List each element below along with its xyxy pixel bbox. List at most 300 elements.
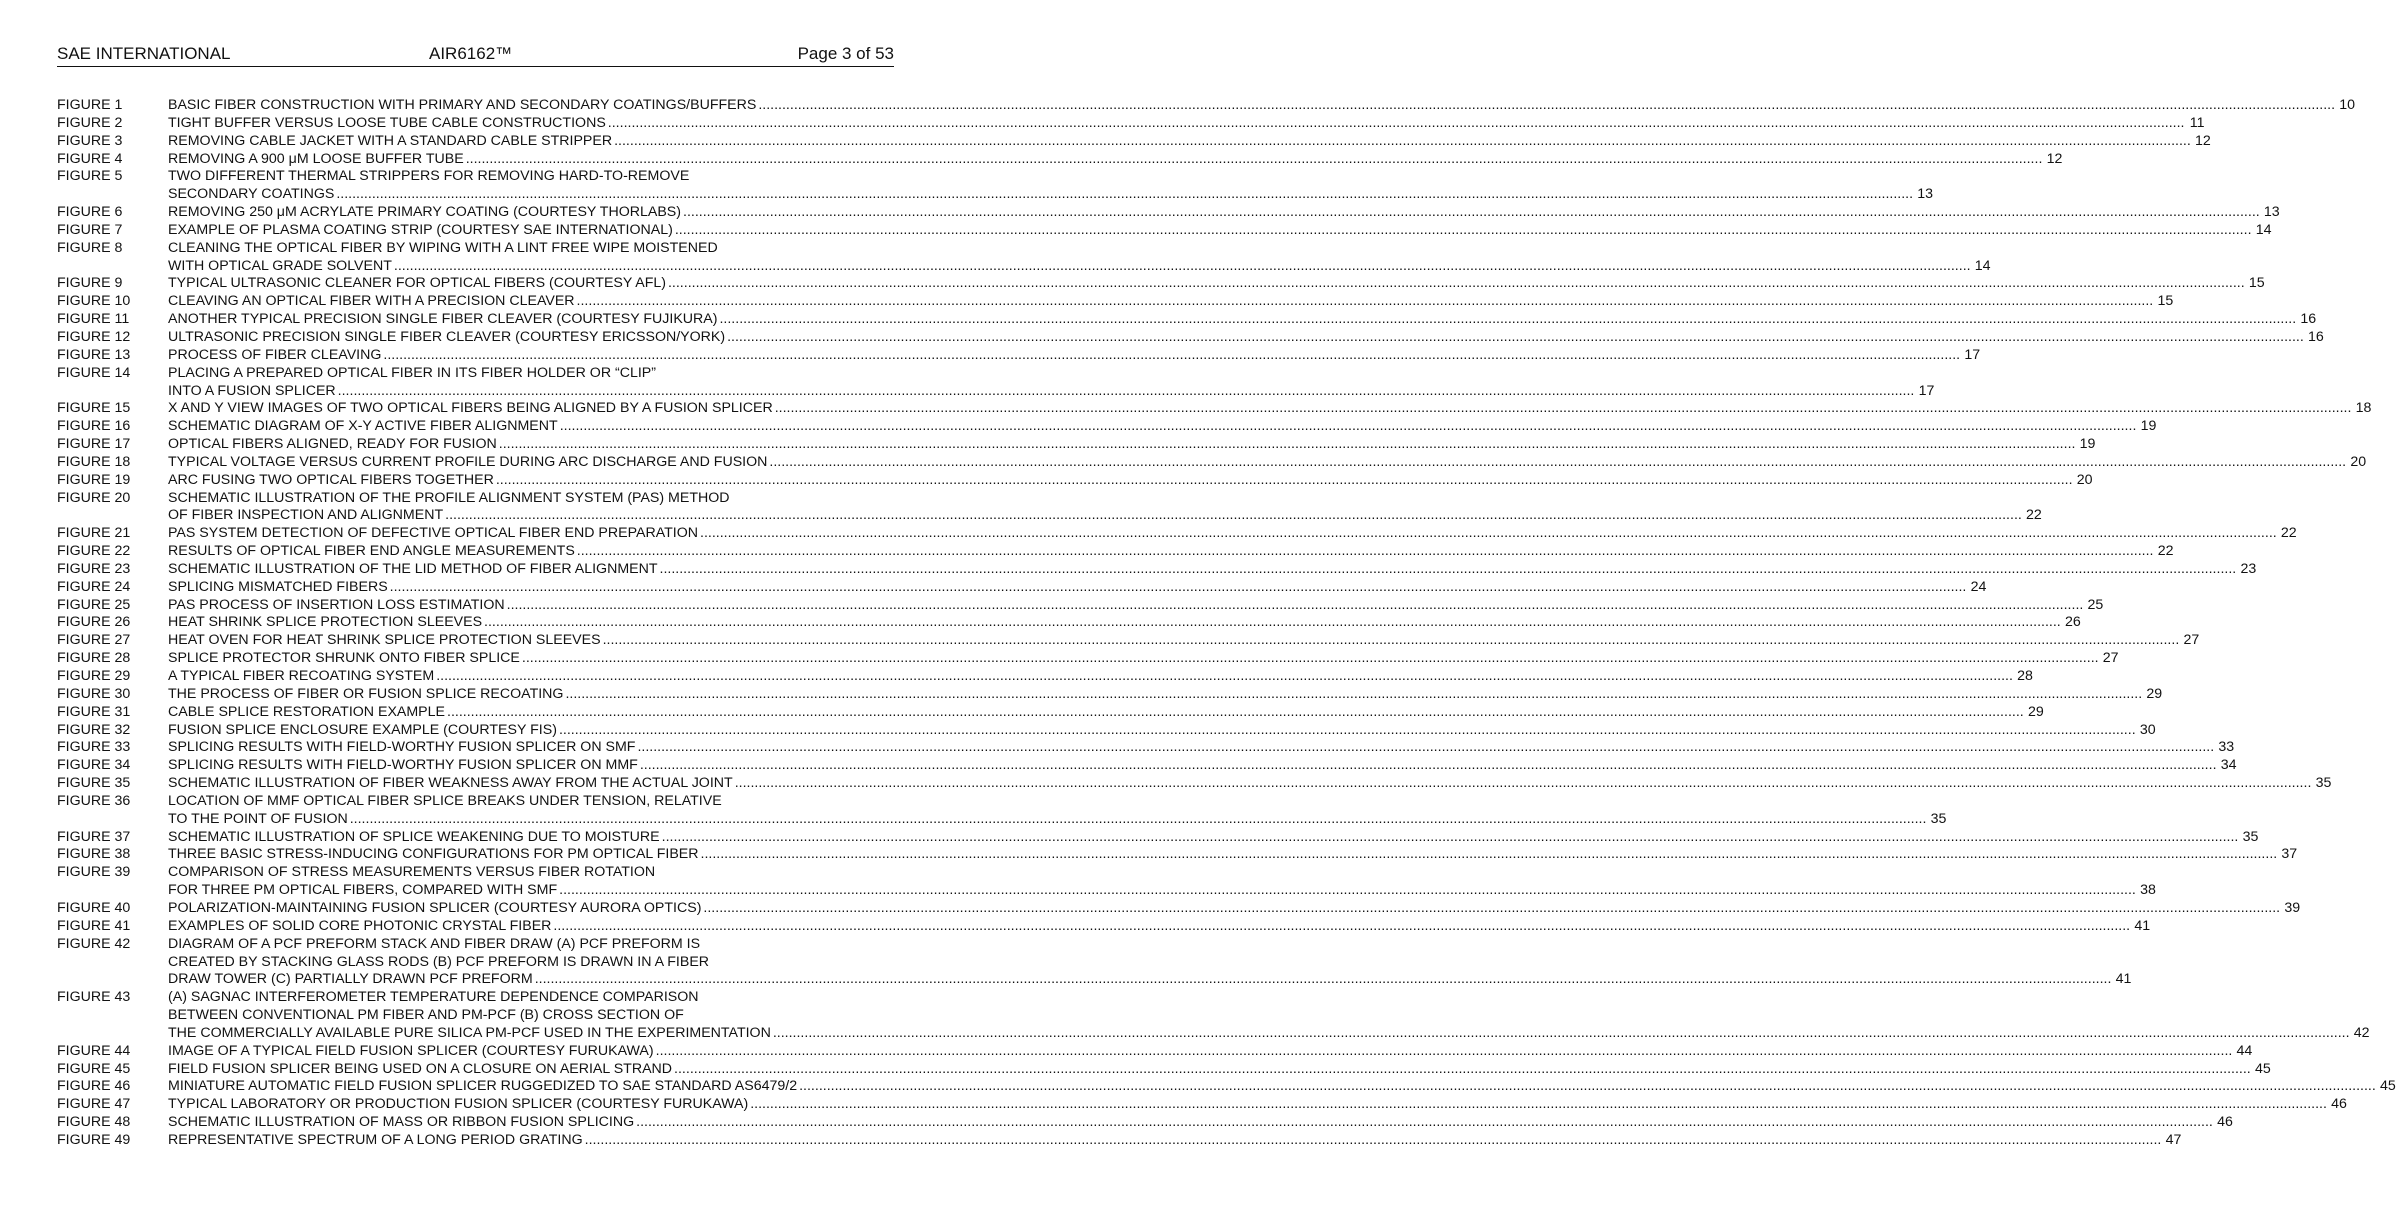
dot-leader: ................................................................................................................................................................................................................................................................................................................................................................................................................	[465, 150, 2043, 167]
dot-leader: ................................................................................................................................................................................................................................................................................................................................................................................................................	[769, 453, 2347, 470]
figure-title-line: CREATED BY STACKING GLASS RODS (B) PCF PREFORM IS DRAWN IN A FIBER	[168, 953, 710, 970]
figure-page-number: 10	[2339, 97, 2356, 113]
figure-label: FIGURE 48	[57, 1114, 131, 1131]
figure-label: FIGURE 25	[57, 596, 131, 613]
dot-leader: ................................................................................................................................................................................................................................................................................................................................................................................................................	[336, 186, 1914, 203]
dot-leader: ................................................................................................................................................................................................................................................................................................................................................................................................................	[521, 650, 2099, 667]
figure-page-number: 22	[2026, 507, 2042, 524]
figure-title-last-line	[168, 311, 2317, 329]
figure-entry[interactable]	[57, 239, 1991, 276]
dot-leader: ................................................................................................................................................................................................................................................................................................................................................................................................................	[607, 114, 2185, 131]
figure-entry[interactable]	[57, 685, 2163, 704]
figure-label: FIGURE 21	[57, 525, 131, 542]
figure-caption	[168, 757, 2237, 775]
figure-label: FIGURE 12	[57, 328, 131, 345]
figure-title-last-line	[168, 739, 2235, 757]
document-id: AIR6162™	[429, 44, 513, 63]
figure-title-line: ULTRASONIC PRECISION SINGLE FIBER CLEAVER (COURTESY ERICSSON/YORK)	[168, 328, 726, 345]
figure-title-line: PROCESS OF FIBER CLEAVING	[168, 346, 382, 363]
figure-label: FIGURE 26	[57, 614, 131, 631]
figure-page-number: 12	[2046, 150, 2063, 167]
figure-title-line: SCHEMATIC ILLUSTRATION OF THE PROFILE ALIGNMENT SYSTEM (PAS) METHOD	[168, 489, 730, 506]
figure-title-last-line	[168, 846, 2298, 864]
figure-page-number: 25	[2087, 596, 2104, 613]
figure-page-number: 24	[1970, 578, 1987, 595]
figure-entry[interactable]	[57, 150, 2063, 169]
figure-title-last-line	[168, 1096, 2347, 1114]
figure-entry[interactable]	[57, 418, 2157, 436]
figure-label: FIGURE 4	[57, 150, 123, 167]
figure-title-last-line	[168, 114, 2205, 133]
figure-page-number: 17	[1964, 346, 1981, 363]
figure-entry[interactable]	[57, 560, 2257, 579]
figure-caption	[168, 989, 2370, 1043]
figure-entry[interactable]	[57, 471, 2093, 490]
figure-title-last-line	[168, 150, 2063, 169]
figure-caption	[168, 132, 2211, 151]
figure-title-last-line	[168, 721, 2156, 740]
figure-entry[interactable]	[57, 293, 2174, 311]
figure-title-last-line	[168, 685, 2163, 704]
figure-entry[interactable]	[57, 114, 2205, 133]
figure-page-number: 20	[2350, 453, 2367, 470]
figure-title-line: RESULTS OF OPTICAL FIBER END ANGLE MEASUREMENTS	[168, 543, 575, 560]
dot-leader: ................................................................................................................................................................................................................................................................................................................................................................................................................	[495, 471, 2073, 488]
figure-title-line: PLACING A PREPARED OPTICAL FIBER IN ITS FIBER HOLDER OR “CLIP”	[168, 364, 656, 381]
figure-label: FIGURE 44	[57, 1042, 131, 1059]
figure-title-last-line	[168, 1114, 2233, 1132]
figure-title-last-line	[168, 204, 2280, 222]
figure-title-last-line	[168, 917, 2151, 936]
figure-label: FIGURE 2	[57, 114, 123, 131]
figure-caption	[168, 489, 2042, 526]
figure-label: FIGURE 14	[57, 364, 131, 381]
figure-caption	[168, 685, 2163, 704]
figure-entry[interactable]	[57, 132, 2211, 151]
figure-caption	[168, 792, 1947, 829]
figure-title-line: EXAMPLES OF SOLID CORE PHOTONIC CRYSTAL FIBER	[168, 917, 552, 934]
figure-label: FIGURE 20	[57, 489, 131, 506]
figure-page-number: 27	[2102, 650, 2119, 667]
figure-label: FIGURE 18	[57, 453, 131, 470]
figure-page-number: 26	[2064, 614, 2081, 631]
figure-entry[interactable]	[57, 668, 2033, 686]
figure-entry[interactable]	[57, 525, 2297, 543]
figure-title-last-line	[168, 971, 2132, 989]
figure-page-number: 39	[2284, 899, 2301, 916]
figure-label: FIGURE 39	[57, 864, 131, 881]
figure-title-line: FOR THREE PM OPTICAL FIBERS, COMPARED WITH SMF	[168, 882, 558, 899]
page-number: Page 3 of 53	[797, 44, 894, 63]
figure-title-last-line	[168, 596, 2104, 615]
figure-entry[interactable]	[57, 864, 2156, 900]
figure-title-last-line	[168, 436, 2096, 454]
dot-leader: ................................................................................................................................................................................................................................................................................................................................................................................................................	[389, 578, 1967, 595]
figure-title-line: DIAGRAM OF A PCF PREFORM STACK AND FIBER DRAW (A) PCF PREFORM IS	[168, 935, 701, 952]
figure-label: FIGURE 23	[57, 560, 131, 577]
dot-leader: ................................................................................................................................................................................................................................................................................................................................................................................................................	[700, 525, 2277, 542]
figure-page-number: 27	[2183, 632, 2200, 649]
figure-entry[interactable]	[57, 364, 1935, 401]
figure-caption	[168, 846, 2298, 864]
dot-leader: ................................................................................................................................................................................................................................................................................................................................................................................................................	[734, 775, 2312, 792]
figure-title-line: THE PROCESS OF FIBER OR FUSION SPLICE RECOATING	[168, 685, 564, 702]
figure-entry[interactable]	[57, 828, 2259, 847]
figure-caption	[168, 346, 1981, 365]
figure-page-number: 41	[2115, 971, 2132, 988]
figure-caption	[168, 221, 2272, 240]
figure-entry[interactable]	[57, 400, 2372, 418]
dot-leader: ................................................................................................................................................................................................................................................................................................................................................................................................................	[559, 418, 2137, 435]
figure-label: FIGURE 43	[57, 989, 131, 1006]
figure-title-line: A TYPICAL FIBER RECOATING SYSTEM	[168, 668, 435, 684]
figure-caption	[168, 864, 2156, 900]
figure-label: FIGURE 41	[57, 917, 131, 934]
figure-label: FIGURE 32	[57, 721, 131, 738]
figure-page-number: 15	[2248, 275, 2265, 292]
dot-leader: ................................................................................................................................................................................................................................................................................................................................................................................................................	[700, 846, 2278, 863]
figure-label: FIGURE 7	[57, 221, 123, 238]
figure-label: FIGURE 30	[57, 685, 131, 702]
figure-label: FIGURE 33	[57, 739, 131, 756]
figure-title-line: THREE BASIC STRESS-INDUCING CONFIGURATIONS FOR PM OPTICAL FIBER	[168, 846, 699, 863]
figure-caption	[168, 436, 2096, 454]
dot-leader: ................................................................................................................................................................................................................................................................................................................................................................................................................	[703, 899, 2281, 916]
figure-page-number: 19	[2079, 436, 2096, 453]
figure-entry[interactable]	[57, 453, 2367, 472]
figure-title-last-line	[168, 1060, 2271, 1079]
figure-title-last-line	[168, 828, 2259, 847]
figure-entry[interactable]	[57, 436, 2096, 454]
figure-caption	[168, 1114, 2233, 1132]
dot-leader: ................................................................................................................................................................................................................................................................................................................................................................................................................	[576, 293, 2154, 310]
figure-label: FIGURE 46	[57, 1078, 131, 1095]
figure-entry[interactable]	[57, 739, 2235, 757]
figure-caption	[168, 97, 2356, 115]
figure-entry[interactable]	[57, 703, 2044, 722]
dot-leader: ................................................................................................................................................................................................................................................................................................................................................................................................................	[659, 560, 2237, 577]
figure-caption	[168, 775, 2332, 793]
dot-leader: ................................................................................................................................................................................................................................................................................................................................................................................................................	[758, 97, 2336, 113]
figure-caption	[168, 650, 2119, 668]
figure-title-line: SCHEMATIC ILLUSTRATION OF THE LID METHOD OF FIBER ALIGNMENT	[168, 560, 658, 577]
figure-entry[interactable]	[57, 1114, 2233, 1132]
figure-caption	[168, 560, 2257, 579]
dot-leader: ................................................................................................................................................................................................................................................................................................................................................................................................................	[661, 828, 2239, 845]
dot-leader: ................................................................................................................................................................................................................................................................................................................................................................................................................	[602, 632, 2180, 649]
figure-title-last-line	[168, 899, 2301, 918]
figure-page-number: 46	[2331, 1096, 2347, 1113]
figure-caption	[168, 828, 2259, 847]
dot-leader: ................................................................................................................................................................................................................................................................................................................................................................................................................	[498, 436, 2076, 453]
figure-title-last-line	[168, 525, 2297, 543]
figure-label: FIGURE 6	[57, 204, 123, 221]
figure-page-number: 15	[2157, 293, 2174, 310]
figure-page-number: 37	[2281, 846, 2298, 863]
figure-caption	[168, 721, 2156, 740]
figure-title-line: MINIATURE AUTOMATIC FIELD FUSION SPLICER RUGGEDIZED TO SAE STANDARD AS6479/2	[168, 1078, 798, 1095]
figure-title-line: OF FIBER INSPECTION AND ALIGNMENT	[168, 507, 444, 524]
figure-caption	[168, 400, 2372, 418]
figure-title-line: SPLICING RESULTS WITH FIELD-WORTHY FUSION SPLICER ON SMF	[168, 739, 636, 756]
dot-leader: ................................................................................................................................................................................................................................................................................................................................................................................................................	[727, 328, 2304, 345]
figure-caption	[168, 739, 2235, 757]
figure-entry[interactable]	[57, 489, 2042, 526]
figure-page-number: 17	[1918, 382, 1935, 399]
figure-title-line: (A) SAGNAC INTERFEROMETER TEMPERATURE DEPENDENCE COMPARISON	[168, 989, 699, 1006]
figure-entry[interactable]	[57, 1060, 2271, 1079]
dot-leader: ................................................................................................................................................................................................................................................................................................................................................................................................................	[584, 1131, 2162, 1148]
figure-entry[interactable]	[57, 935, 2132, 990]
figure-title-last-line	[168, 757, 2237, 775]
figure-title-line: SPLICE PROTECTOR SHRUNK ONTO FIBER SPLICE	[168, 650, 520, 667]
figure-title-line: SECONDARY COATINGS	[168, 186, 335, 203]
figure-caption	[168, 899, 2301, 918]
figure-caption	[168, 917, 2151, 936]
figure-page-number: 28	[2017, 668, 2033, 684]
figure-label: FIGURE 27	[57, 632, 131, 649]
figure-page-number: 13	[2263, 204, 2280, 221]
figure-title-last-line	[168, 186, 1934, 204]
figure-page-number: 29	[2027, 703, 2044, 720]
figure-title-line: PAS PROCESS OF INSERTION LOSS ESTIMATION	[168, 596, 505, 613]
dot-leader: ................................................................................................................................................................................................................................................................................................................................................................................................................	[534, 971, 2112, 988]
figure-entry[interactable]	[57, 543, 2174, 561]
figure-title-line: BETWEEN CONVENTIONAL PM FIBER AND PM-PCF (B) CROSS SECTION OF	[168, 1007, 684, 1024]
figure-caption	[168, 1131, 2182, 1150]
figure-title-line: BASIC FIBER CONSTRUCTION WITH PRIMARY AND SECONDARY COATINGS/BUFFERS	[168, 97, 757, 113]
figure-entry[interactable]	[57, 1096, 2347, 1114]
figure-page-number: 35	[2315, 775, 2332, 792]
figure-title-line: THE COMMERCIALLY AVAILABLE PURE SILICA PM-PCF USED IN THE EXPERIMENTATION	[168, 1024, 771, 1041]
figure-entry[interactable]	[57, 1078, 2396, 1096]
figure-label: FIGURE 3	[57, 132, 123, 149]
figure-caption	[168, 703, 2044, 722]
figure-label: FIGURE 49	[57, 1131, 131, 1148]
dot-leader: ................................................................................................................................................................................................................................................................................................................................................................................................................	[436, 668, 2013, 684]
figure-title-last-line	[168, 775, 2332, 793]
figure-title-line: CLEANING THE OPTICAL FIBER BY WIPING WITH A LINT FREE WIPE MOISTENED	[168, 239, 718, 256]
figure-label: FIGURE 22	[57, 543, 131, 560]
figure-title-last-line	[168, 650, 2119, 668]
figure-page-number: 42	[2353, 1024, 2370, 1041]
dot-leader: ................................................................................................................................................................................................................................................................................................................................................................................................................	[484, 614, 2061, 631]
figure-label: FIGURE 13	[57, 346, 131, 363]
figure-title-line: TWO DIFFERENT THERMAL STRIPPERS FOR REMOVING HARD-TO-REMOVE	[168, 168, 690, 185]
dot-leader: ................................................................................................................................................................................................................................................................................................................................................................................................................	[667, 275, 2245, 292]
figure-caption	[168, 239, 1991, 276]
figure-page-number: 33	[2218, 739, 2235, 756]
page-header	[57, 44, 894, 67]
figure-entry[interactable]	[57, 204, 2280, 222]
figure-title-line: TO THE POINT OF FUSION	[168, 810, 348, 827]
figure-entry[interactable]	[57, 578, 1987, 597]
figure-label: FIGURE 36	[57, 792, 131, 809]
figure-title-last-line	[168, 543, 2174, 561]
dot-leader: ................................................................................................................................................................................................................................................................................................................................................................................................................	[674, 1060, 2251, 1077]
figure-entry[interactable]	[57, 775, 2332, 793]
figure-caption	[168, 525, 2297, 543]
organization-name: SAE INTERNATIONAL	[57, 44, 231, 63]
figure-title-last-line	[168, 1131, 2182, 1150]
figure-title-line: SCHEMATIC DIAGRAM OF X-Y ACTIVE FIBER ALIGNMENT	[168, 418, 558, 435]
figure-page-number: 38	[2140, 882, 2156, 899]
figure-caption	[168, 1060, 2271, 1079]
figure-title-last-line	[168, 221, 2272, 240]
figure-page-number: 16	[2300, 311, 2317, 328]
dot-leader: ................................................................................................................................................................................................................................................................................................................................................................................................................	[447, 703, 2024, 720]
dot-leader: ................................................................................................................................................................................................................................................................................................................................................................................................................	[674, 221, 2252, 238]
figure-entry[interactable]	[57, 614, 2081, 632]
figure-page-number: 19	[2140, 418, 2157, 435]
figure-title-line: SPLICING RESULTS WITH FIELD-WORTHY FUSION SPLICER ON MMF	[168, 757, 638, 774]
dot-leader: ................................................................................................................................................................................................................................................................................................................................................................................................................	[506, 596, 2084, 613]
figure-entry[interactable]	[57, 917, 2151, 936]
figure-entry[interactable]	[57, 328, 2324, 347]
figure-label: FIGURE 40	[57, 899, 131, 916]
figure-entry[interactable]	[57, 596, 2104, 615]
figure-entry[interactable]	[57, 989, 2370, 1043]
figure-caption	[168, 1042, 2253, 1061]
figure-title-last-line	[168, 471, 2093, 490]
figure-caption	[168, 935, 2132, 990]
figure-title-last-line	[168, 97, 2356, 115]
figure-title-line: INTO A FUSION SPLICER	[168, 382, 336, 399]
figure-label: FIGURE 47	[57, 1096, 131, 1113]
dot-leader: ................................................................................................................................................................................................................................................................................................................................................................................................................	[553, 917, 2131, 934]
figure-caption	[168, 614, 2081, 632]
figure-page-number: 13	[1917, 186, 1934, 203]
figure-title-last-line	[168, 293, 2174, 311]
figure-page-number: 41	[2134, 917, 2151, 934]
figure-title-line: SPLICING MISMATCHED FIBERS	[168, 578, 388, 595]
figure-title-last-line	[168, 614, 2081, 632]
figure-page-number: 14	[1974, 257, 1991, 274]
figure-caption	[168, 1096, 2347, 1114]
figure-title-line: REMOVING CABLE JACKET WITH A STANDARD CABLE STRIPPER	[168, 132, 613, 149]
figure-caption	[168, 471, 2093, 490]
figure-page-number: 46	[2217, 1114, 2233, 1131]
figure-caption	[168, 364, 1935, 401]
figure-entry[interactable]	[57, 650, 2119, 668]
dot-leader: ................................................................................................................................................................................................................................................................................................................................................................................................................	[445, 507, 2022, 524]
figure-caption	[168, 1078, 2396, 1096]
figure-title-line: TIGHT BUFFER VERSUS LOOSE TUBE CABLE CONSTRUCTIONS	[168, 114, 606, 131]
figure-title-last-line	[168, 810, 1947, 829]
figure-label: FIGURE 1	[57, 97, 123, 113]
figure-entry[interactable]	[57, 346, 1981, 365]
figure-title-line: FUSION SPLICE ENCLOSURE EXAMPLE (COURTESY FIS)	[168, 721, 557, 738]
figure-page-number: 35	[1930, 810, 1947, 827]
dot-leader: ................................................................................................................................................................................................................................................................................................................................................................................................................	[614, 132, 2191, 149]
figure-caption	[168, 632, 2200, 650]
figure-entry[interactable]	[57, 97, 2356, 115]
figure-page-number: 29	[2146, 685, 2163, 702]
figure-label: FIGURE 24	[57, 578, 131, 595]
figure-caption	[168, 311, 2317, 329]
figure-page-number: 47	[2165, 1131, 2182, 1148]
figure-entry[interactable]	[57, 275, 2265, 293]
figure-title-line: CABLE SPLICE RESTORATION EXAMPLE	[168, 703, 446, 720]
figure-title-line: SCHEMATIC ILLUSTRATION OF FIBER WEAKNESS AWAY FROM THE ACTUAL JOINT	[168, 775, 733, 792]
figure-title-line: LOCATION OF MMF OPTICAL FIBER SPLICE BREAKS UNDER TENSION, RELATIVE	[168, 792, 722, 809]
figure-title-last-line	[168, 453, 2367, 472]
figure-entry[interactable]	[57, 311, 2317, 329]
figure-title-last-line	[168, 578, 1987, 597]
figure-entry[interactable]	[57, 221, 2272, 240]
figure-title-last-line	[168, 418, 2157, 436]
dot-leader: ................................................................................................................................................................................................................................................................................................................................................................................................................	[393, 257, 1971, 274]
figure-title-line: DRAW TOWER (C) PARTIALLY DRAWN PCF PREFORM	[168, 971, 533, 988]
dot-leader: ................................................................................................................................................................................................................................................................................................................................................................................................................	[772, 1024, 2350, 1041]
figure-title-last-line	[168, 275, 2265, 293]
figure-entry[interactable]	[57, 899, 2301, 918]
figure-caption	[168, 578, 1987, 597]
figure-page-number: 34	[2220, 757, 2237, 774]
figure-title-last-line	[168, 668, 2033, 686]
figure-title-line: IMAGE OF A TYPICAL FIELD FUSION SPLICER (COURTESY FURUKAWA)	[168, 1042, 654, 1059]
dot-leader: ................................................................................................................................................................................................................................................................................................................................................................................................................	[349, 810, 1927, 827]
figure-label: FIGURE 42	[57, 935, 131, 952]
figure-page-number: 11	[2189, 114, 2205, 131]
figure-caption	[168, 328, 2324, 347]
figure-entry[interactable]	[57, 1042, 2253, 1061]
figure-label: FIGURE 29	[57, 668, 131, 684]
figure-title-last-line	[168, 882, 2156, 900]
figure-title-last-line	[168, 560, 2257, 579]
figure-entry[interactable]	[57, 792, 1947, 829]
dot-leader: ................................................................................................................................................................................................................................................................................................................................................................................................................	[636, 1114, 2213, 1131]
dot-leader: ................................................................................................................................................................................................................................................................................................................................................................................................................	[576, 543, 2154, 560]
figure-label: FIGURE 8	[57, 239, 123, 256]
figure-entry[interactable]	[57, 721, 2156, 740]
figure-title-last-line	[168, 507, 2042, 525]
dot-leader: ................................................................................................................................................................................................................................................................................................................................................................................................................	[719, 311, 2297, 328]
list-of-figures	[57, 97, 2396, 1150]
figure-title-line: SCHEMATIC ILLUSTRATION OF SPLICE WEAKENING DUE TO MOISTURE	[168, 828, 660, 845]
figure-label: FIGURE 5	[57, 168, 123, 185]
figure-title-last-line	[168, 328, 2324, 347]
figure-title-line: REMOVING A 900 μM LOOSE BUFFER TUBE	[168, 150, 464, 167]
figure-title-last-line	[168, 382, 1935, 401]
figure-page-number: 44	[2236, 1042, 2253, 1059]
figure-label: FIGURE 34	[57, 757, 131, 774]
figure-page-number: 12	[2195, 132, 2211, 149]
figure-title-last-line	[168, 132, 2211, 151]
figure-title-last-line	[168, 400, 2372, 418]
figure-entry[interactable]	[57, 168, 1934, 204]
figure-entry[interactable]	[57, 757, 2237, 775]
figure-page-number: 22	[2157, 543, 2174, 560]
figure-page-number: 14	[2255, 221, 2272, 238]
figure-caption	[168, 543, 2174, 561]
dot-leader: ................................................................................................................................................................................................................................................................................................................................................................................................................	[383, 346, 1961, 363]
figure-entry[interactable]	[57, 1131, 2182, 1150]
figure-title-last-line	[168, 1042, 2253, 1061]
figure-caption	[168, 453, 2367, 472]
figure-title-line: COMPARISON OF STRESS MEASUREMENTS VERSUS FIBER ROTATION	[168, 864, 656, 881]
figure-title-line: REMOVING 250 μM ACRYLATE PRIMARY COATING (COURTESY THORLABS)	[168, 204, 681, 221]
figure-page-number: 18	[2355, 400, 2372, 417]
figure-entry[interactable]	[57, 632, 2200, 650]
figure-page-number: 35	[2242, 828, 2259, 845]
dot-leader: ................................................................................................................................................................................................................................................................................................................................................................................................................	[683, 204, 2260, 221]
figure-title-line: TYPICAL LABORATORY OR PRODUCTION FUSION SPLICER (COURTESY FURUKAWA)	[168, 1096, 749, 1113]
figure-label: FIGURE 38	[57, 846, 131, 863]
dot-leader: ................................................................................................................................................................................................................................................................................................................................................................................................................	[750, 1096, 2327, 1113]
figure-caption	[168, 596, 2104, 615]
figure-entry[interactable]	[57, 846, 2298, 864]
